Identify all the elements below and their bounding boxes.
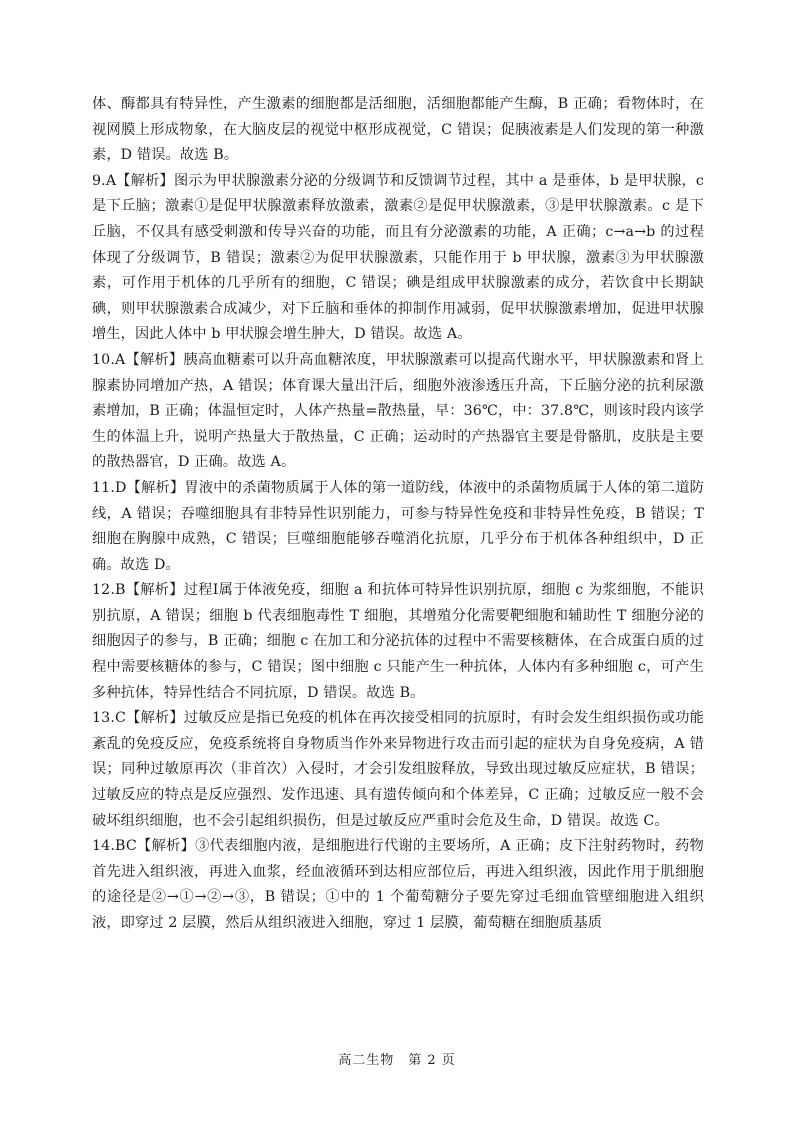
- paragraph-q12: 12.B【解析】过程Ⅰ属于体液免疫，细胞 a 和抗体可特异性识别抗原，细胞 c 为浆细胞，不能识别抗原，A 错误；细胞 b 代表细胞毒性 T 细胞，其增殖分化需要靶细胞和辅助性 T 细胞分泌的细胞因子的参与，B 正确；细胞 c 在加工和分泌抗体的过程中不需要核糖体，在合成蛋白质的过程中需要核糖体的参与，C 错误；图中细胞 c 只能产生一种抗体，人体内有多种细胞 c，可产生多种抗体，特异性结合不同抗原，D 错误。故选 B。: [92, 582, 704, 701]
- paragraph-continued: 体、酶都具有特异性，产生激素的细胞都是活细胞，活细胞都能产生酶，B 正确；看物体时，在视网膜上形成物象，在大脑皮层的视觉中枢形成视觉，C 错误；促胰液素是人们发现的第一种激素，D 错误。故选 B。: [92, 96, 704, 164]
- page-footer: 高二生物 第 2 页: [338, 1053, 456, 1068]
- paragraph-q14: 14.BC【解析】③代表细胞内液，是细胞进行代谢的主要场所，A 正确；皮下注射药物时，药物首先进入组织液，再进入血浆，经血液循环到达相应部位后，再进入组织液，因此作用于肌细胞的途径是②→①→②→③，B 错误；①中的 1 个葡萄糖分子要先穿过毛细血管壁细胞进入组织液，即穿过 2 层膜，然后从组织液进入细胞，穿过 1 层膜，葡萄糖在细胞质基质: [92, 838, 704, 931]
- paragraph-q13: 13.C【解析】过敏反应是指已免疫的机体在再次接受相同的抗原时，有时会发生组织损伤或功能紊乱的免疫反应，免疫系统将自身物质当作外来异物进行攻击而引起的症状为自身免疫病，A 错误；同种过敏原再次（非首次）入侵时，才会引发组胺释放，导致出现过敏反应症状，B 错误；过敏反应的特点是反应强烈、发作迅速、具有遗传倾向和个体差异，C 正确；过敏反应一般不会破坏组织细胞，也不会引起组织损伤，但是过敏反应严重时会危及生命，D 错误。故选 C。: [92, 710, 704, 829]
- paragraph-q10: 10.A【解析】胰高血糖素可以升高血糖浓度，甲状腺激素可以提高代谢水平，甲状腺激素和肾上腺素协同增加产热，A 错误；体育课大量出汗后，细胞外液渗透压升高，下丘脑分泌的抗利尿激素增加，B 正确；体温恒定时，人体产热量=散热量，早：36℃，中：37.8℃，则该时段内该学生的体温上升，说明产热量大于散热量，C 正确；运动时的产热器官主要是骨骼肌，皮肤是主要的散热器官，D 正确。故选 A。: [92, 351, 704, 471]
- paragraph-q9: 9.A【解析】图示为甲状腺激素分泌的分级调节和反馈调节过程，其中 a 是垂体，b 是甲状腺，c 是下丘脑；激素①是促甲状腺激素释放激素，激素②是促甲状腺激素，③是甲状腺激素。c 是下丘脑，不仅具有感受刺激和传导兴奋的功能，而且有分泌激素的功能，A 正确；c→a→b 的过程体现了分级调节，B 错误；激素②为促甲状腺激素，只能作用于 b 甲状腺，激素③为甲状腺激素，可作用于机体的几乎所有的细胞，C 错误；碘是组成甲状腺激素的成分，若饮食中长期缺碘，则甲状腺激素合成减少，对下丘脑和垂体的抑制作用减弱，促甲状腺激素增加，促进甲状腺增生，因此人体中 b 甲状腺会增生肿大，D 错误。故选 A。: [92, 172, 704, 343]
- paragraph-q11: 11.D【解析】胃液中的杀菌物质属于人体的第一道防线，体液中的杀菌物质属于人体的第二道防线，A 错误；吞噬细胞具有非特异性识别能力，可参与特异性免疫和非特异性免疫，B 错误；T 细胞在胸腺中成熟，C 错误；巨噬细胞能够吞噬消化抗原，几乎分布于机体各种组织中，D 正确。故选 D。: [92, 479, 704, 573]
- answer-explanations: [92, 92, 704, 937]
